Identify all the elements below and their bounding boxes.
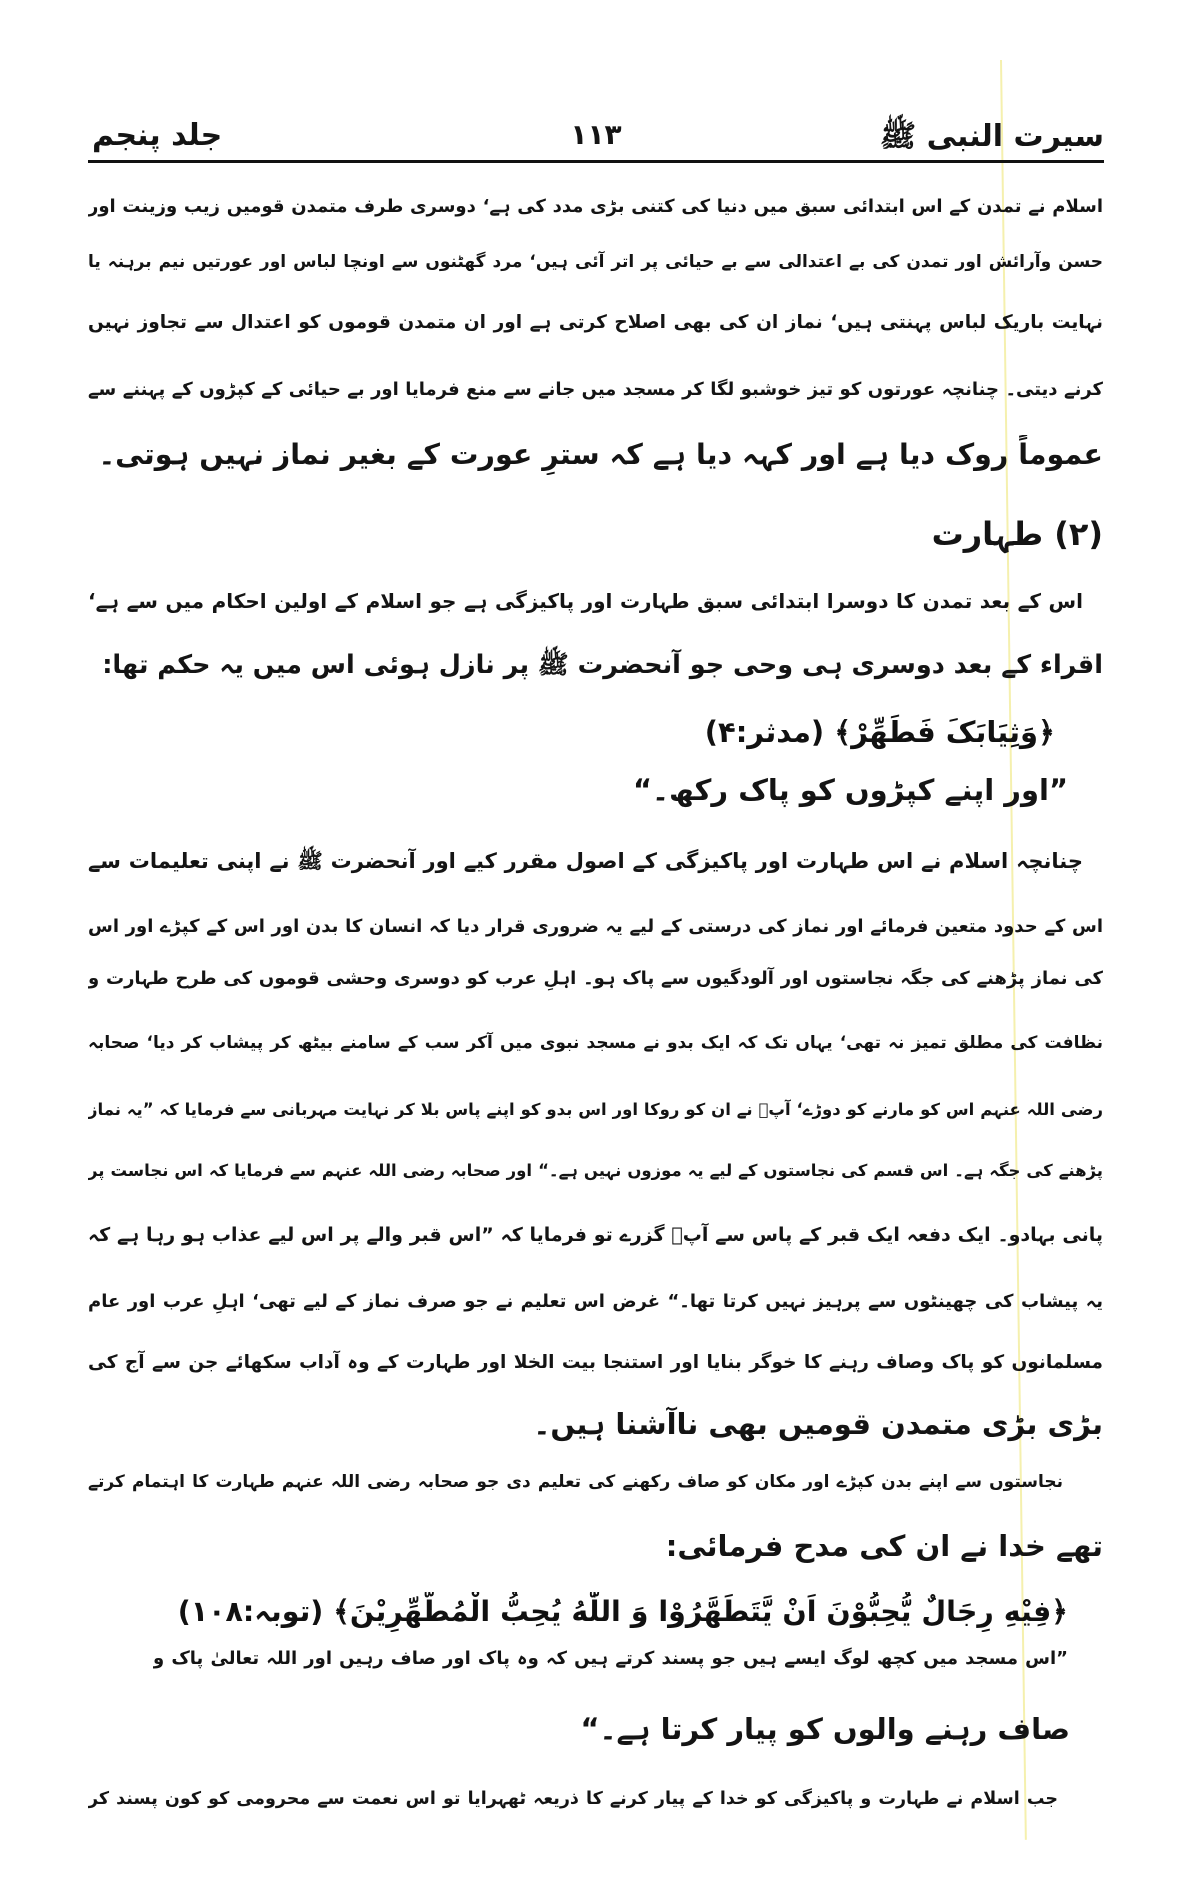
quran-verse: ﴿فِیْهِ رِجَالٌ یُّحِبُّوْنَ اَنْ یَّتَطَهَّرُوْا وَ اللّٰهُ یُحِبُّ الْمُطَّهِّرِیْنَ﴾ (توبہ:۱۰۸) — [177, 1595, 1068, 1628]
book-title: سیرت النبی ﷺ — [879, 119, 1104, 154]
text-line: اقراء کے بعد دوسری ہی وحی جو آنحضرت ﷺ پر نازل ہوئی اس میں یہ حکم تھا: — [102, 650, 1103, 680]
text-line: پانی بہادو۔ ایک دفعہ ایک قبر کے پاس سے آپؐ گزرے تو فرمایا کہ ”اس قبر والے پر اس لیے عذاب ہو رہا ہے کہ — [88, 1224, 1103, 1246]
verse-translation: ”اور اپنے کپڑوں کو پاک رکھ۔“ — [632, 773, 1068, 807]
text-line: تھے خدا نے ان کی مدح فرمائی: — [665, 1529, 1103, 1563]
text-line: نظافت کی مطلق تمیز نہ تھی‘ یہاں تک کہ ایک بدو نے مسجد نبوی میں آکر سب کے سامنے بیٹھ کر پیشاب کر دیا‘ صحابہ — [88, 1033, 1103, 1053]
volume-label: جلد پنجم — [92, 118, 223, 153]
text-line: اس کے بعد تمدن کا دوسرا ابتدائی سبق طہارت اور پاکیزگی ہے جو اسلام کے اولین احکام میں سے ہے‘ — [88, 589, 1083, 613]
text-line: چنانچہ اسلام نے اس طہارت اور پاکیزگی کے اصول مقرر کیے اور آنحضرت ﷺ نے اپنی تعلیمات سے — [88, 849, 1083, 873]
header-rule — [88, 160, 1104, 163]
text-line: کرنے دیتی۔ چنانچہ عورتوں کو تیز خوشبو لگا کر مسجد میں جانے سے منع فرمایا اور بے حیائی کے کپڑوں کے پہننے سے — [88, 379, 1103, 400]
text-line: نہایت باریک لباس پہنتی ہیں‘ نماز ان کی بھی اصلاح کرتی ہے اور ان متمدن قوموں کو اعتدال سے تجاوز نہیں — [88, 312, 1103, 333]
text-line: عموماً روک دیا ہے اور کہہ دیا ہے کہ سترِ عورت کے بغیر نماز نہیں ہوتی۔ — [98, 438, 1103, 471]
text-line: رضی اللہ عنہم اس کو مارنے کو دوڑے‘ آپؐ نے ان کو روکا اور اس بدو کو اپنے پاس بلا کر نہایت مہربانی سے فرمایا کہ ”یہ نماز — [88, 1100, 1103, 1119]
section-heading: (۲) طہارت — [931, 515, 1103, 553]
verse-translation: صاف رہنے والوں کو پیار کرتا ہے۔“ — [580, 1712, 1070, 1746]
text-line: پڑھنے کی جگہ ہے۔ اس قسم کی نجاستوں کے لیے یہ موزوں نہیں ہے۔“ اور صحابہ رضی اللہ عنہم سے فرمایا کہ اس نجاست پر — [88, 1161, 1103, 1180]
text-line: اس کے حدود متعین فرمائے اور نماز کی درستی کے لیے یہ ضروری قرار دیا کہ انسان کا بدن اور اس کے کپڑے اور اس — [88, 916, 1103, 937]
text-line: مسلمانوں کو پاک وصاف رہنے کا خوگر بنایا اور استنجا بیت الخلا اور طہارت کے وہ آداب سکھائے جن سے آج کی — [88, 1352, 1103, 1373]
verse-translation: ”اس مسجد میں کچھ لوگ ایسے ہیں جو پسند کرتے ہیں کہ وہ پاک اور صاف رہیں اور اللہ تعالیٰ پاک و — [153, 1648, 1068, 1669]
text-line: جب اسلام نے طہارت و پاکیزگی کو خدا کے پیار کرنے کا ذریعہ ٹھہرایا تو اس نعمت سے محرومی کو کون پسند کر — [88, 1789, 1058, 1809]
text-line: بڑی بڑی متمدن قومیں بھی ناآشنا ہیں۔ — [533, 1407, 1103, 1441]
text-line: نجاستوں سے اپنے بدن کپڑے اور مکان کو صاف رکھنے کی تعلیم دی جو صحابہ رضی اللہ عنہم طہارت کا اہتمام کرتے — [88, 1472, 1063, 1492]
page-number: ۱۱۳ — [570, 118, 622, 151]
text-line: یہ پیشاب کی چھینٹوں سے پرہیز نہیں کرتا تھا۔“ غرض اس تعلیم نے جو صرف نماز کے لیے تھی‘ اہلِ عرب اور عام — [88, 1291, 1103, 1312]
text-line: کی نماز پڑھنے کی جگہ نجاستوں اور آلودگیوں سے پاک ہو۔ اہلِ عرب کو دوسری وحشی قوموں کی طرح طہارت و — [88, 968, 1103, 989]
text-line: اسلام نے تمدن کے اس ابتدائی سبق میں دنیا کی کتنی بڑی مدد کی ہے‘ دوسری طرف متمدن قومیں زیب وزینت اور — [88, 196, 1103, 217]
quran-verse: ﴿وَثِیَابَکَ فَطَهِّرْ﴾ (مدثر:۴) — [704, 715, 1055, 749]
text-line: حسن وآرائش اور تمدن کی بے اعتدالی سے بے حیائی پر اتر آئی ہیں‘ مرد گھٹنوں سے اونچا لباس اور عورتیں نیم برہنہ یا — [88, 252, 1103, 272]
